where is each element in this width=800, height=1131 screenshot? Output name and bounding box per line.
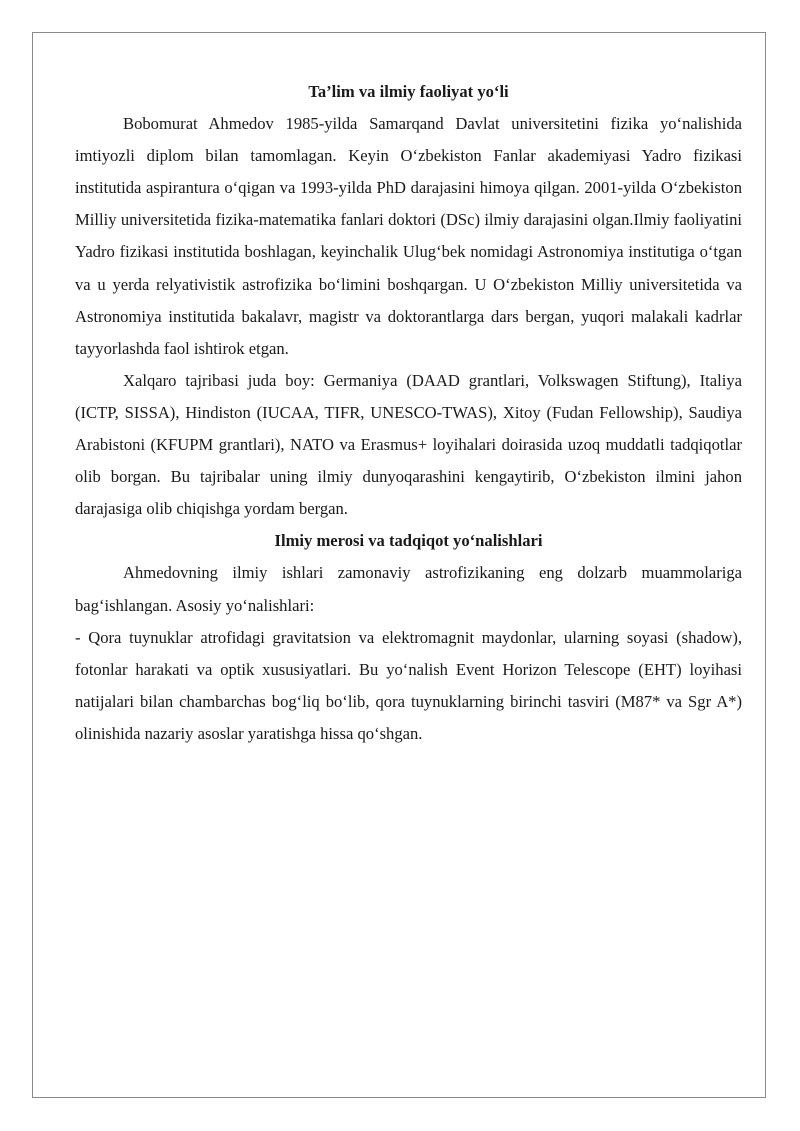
list-item-black-holes: - Qora tuynuklar atrofidagi gravitatsion va elektromagnit maydonlar, ularning soyasi (shadow), fotonlar harakati va optik xususiyatlari. Bu yo‘nalish Event Horizon Telescope (EHT) loyihasi natijalari bilan chambarchas bog‘liq bo‘lib, qora tuynuklarning birinchi tasviri (M87* va Sgr A*) olinishida nazariy asoslar yaratishga hissa qo‘shgan. [75, 627, 742, 743]
paragraph-international-experience: Xalqaro tajribasi juda boy: Germaniya (DAAD grantlari, Volkswagen Stiftung), Italiya (ICTP, SISSA), Hindiston (IUCAA, TIFR, UNESCO-TWAS), Xitoy (Fudan Fellowship), Saudiya Arabistoni (KFUPM grantlari), NATO va Erasmus+ loyihalari doirasida uzoq muddatli tadqiqotlar olib borgan. Bu tajribalar uning ilmiy dunyoqarashini kengaytirib, O‘zbekiston ilmini jahon darajasiga olib chiqishga yordam bergan. [75, 370, 742, 519]
section-heading-education: Ta’lim va ilmiy faoliyat yo‘li [308, 82, 509, 101]
document-body [75, 76, 742, 750]
section-heading-research: Ilmiy merosi va tadqiqot yo‘nalishlari [274, 531, 543, 551]
paragraph-research-intro: Ahmedovning ilmiy ishlari zamonaviy astrofizikaning eng dolzarb muammolariga bag‘ishlangan. Asosiy yo‘nalishlari: [75, 563, 742, 615]
paragraph-education: Bobomurat Ahmedov 1985-yilda Samarqand Davlat universitetini fizika yo‘nalishida imtiyozli diplom bilan tamomlagan. Keyin O‘zbekiston Fanlar akademiyasi Yadro fizikasi institutida aspirantura o‘qigan va 1993-yilda PhD darajasini himoya qilgan. 2001-yilda O‘zbekiston Milliy universitetida fizika-matematika fanlari doktori (DSc) ilmiy darajasini olgan.Ilmiy faoliyatini Yadro fizikasi institutida boshlagan, keyinchalik Ulug‘bek nomidagi Astronomiya institutiga o‘tgan va u yerda relyativistik astrofizika bo‘limini boshqargan. U O‘zbekiston Milliy universitetida va Astronomiya institutida bakalavr, magistr va doktorantlarga dars bergan, yuqori malakali kadrlar tayyorlashda faol ishtirok etgan. [75, 114, 742, 358]
